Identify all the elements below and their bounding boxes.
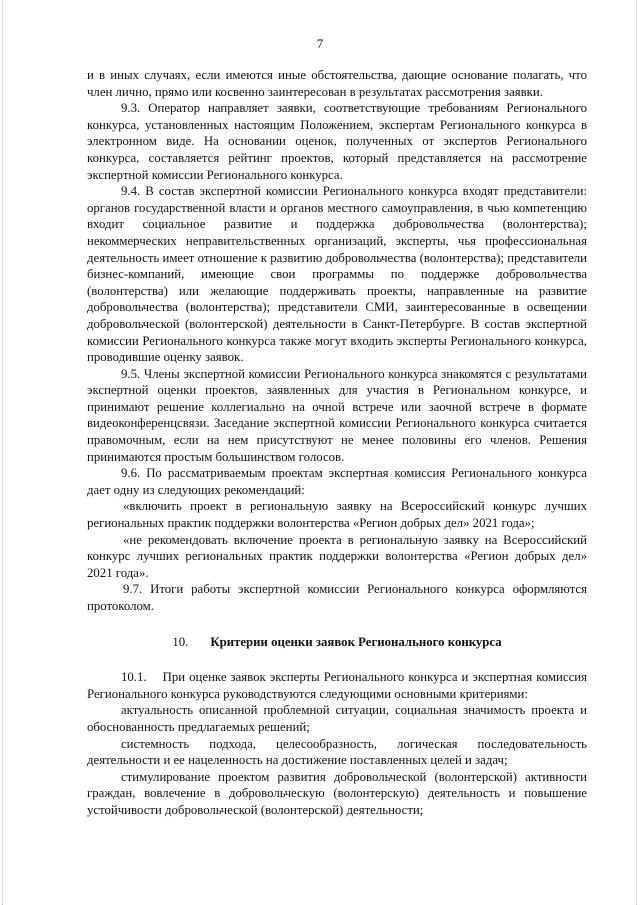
paragraph-continuation: и в иных случаях, если имеются иные обстоятельства, дающие основание полагать, что член лично, прямо или косвенно заинтересован в результатах рассмотрения заявки. xyxy=(87,68,587,99)
paragraph-9-7: 9.7. Итоги работы экспертной комиссии Регионального конкурса оформляются протоколом. xyxy=(87,582,587,613)
criterion-systematic: системность подхода, целесообразность, логическая последовательность деятельности и ее нацеленность на достижение поставленных целей и задач; xyxy=(87,736,587,768)
paragraph-10-1: 10.1. При оценке заявок эксперты Регионального конкурса и экспертная комиссия Регионального конкурса руководствуются следующими основными критериями: xyxy=(87,670,591,701)
section-heading xyxy=(87,634,587,651)
paragraph-9-3: 9.3. Оператор направляет заявки, соответствующие требованиям Регионального конкурса, установленных настоящим Положением, экспертам Регионального конкурса в электронном виде. На основании оценок, полученных от экспертов Регионального конкурса, составляется рейтинг проектов, который представляется на рассмотрение экспертной комиссии Регионального конкурса. xyxy=(87,101,587,182)
scan-edge-right xyxy=(636,0,638,905)
scan-edge-left xyxy=(2,0,4,905)
document-body xyxy=(87,67,591,819)
page-number: 7 xyxy=(316,36,324,51)
criterion-stimulation: стимулирование проектом развития добровольческой (волонтерской) активности граждан, вовлечение в добровольческую (волонтерскую) деятельность и повышение устойчивости добровольческой (волонтерской) деятельности; xyxy=(87,769,587,817)
recommendation-include: «включить проект в региональную заявку на Всероссийский конкурс лучших региональных практик поддержки волонтерства «Регион добрых дел» 2021 года»; xyxy=(87,499,587,531)
paragraph-9-6: 9.6. По рассматриваемым проектам экспертная комиссия Регионального конкурса дает одну из следующих рекомендаций: xyxy=(87,466,587,497)
criterion-relevance: актуальность описанной проблемной ситуации, социальная значимость проекта и обоснованность предлагаемых решений; xyxy=(87,703,587,734)
paragraph-9-4: 9.4. В состав экспертной комиссии Регионального конкурса входят представители: органов государственной власти и органов местного самоуправления, в чью компетенцию входит социальное развитие и поддержка добровольчества (волонтерства); некоммерческих неправительственных организаций, эксперты, чья профессиональная деятельность имеет отношение к развитию добровольчества (волонтерства); представители бизнес-компаний, имеющие свои программы по поддержке добровольчества (волонтерства) или желающие поддерживать проекты, направленные на развитие добровольчества (волонтерства); представители СМИ, заинтересованные в освещении добровольческой (волонтерской) деятельности в Санкт-Петербурге. В состав экспертной комиссии Регионального конкурса также могут входить эксперты Регионального конкурса, проводившие оценку заявок. xyxy=(87,184,587,365)
section-number: 10. xyxy=(172,634,189,649)
section-title: Критерии оценки заявок Регионального конкурса xyxy=(210,634,502,649)
recommendation-exclude: «не рекомендовать включение проекта в региональную заявку на Всероссийский конкурс лучших региональных практик поддержки волонтерства «Регион добрых дел» 2021 года». xyxy=(87,532,587,580)
paragraph-9-5: 9.5. Члены экспертной комиссии Регионального конкурса знакомятся с результатами экспертной оценки проектов, заявленных для участия в Региональном конкурсе, и принимают решение коллегиально на очной встрече или заочной встрече в формате видеоконференцсвязи. Заседание экспертной комиссии Регионального конкурса считается правомочным, если на нем присутствуют не менее половины его членов. Решения принимаются простым большинством голосов. xyxy=(87,366,587,464)
